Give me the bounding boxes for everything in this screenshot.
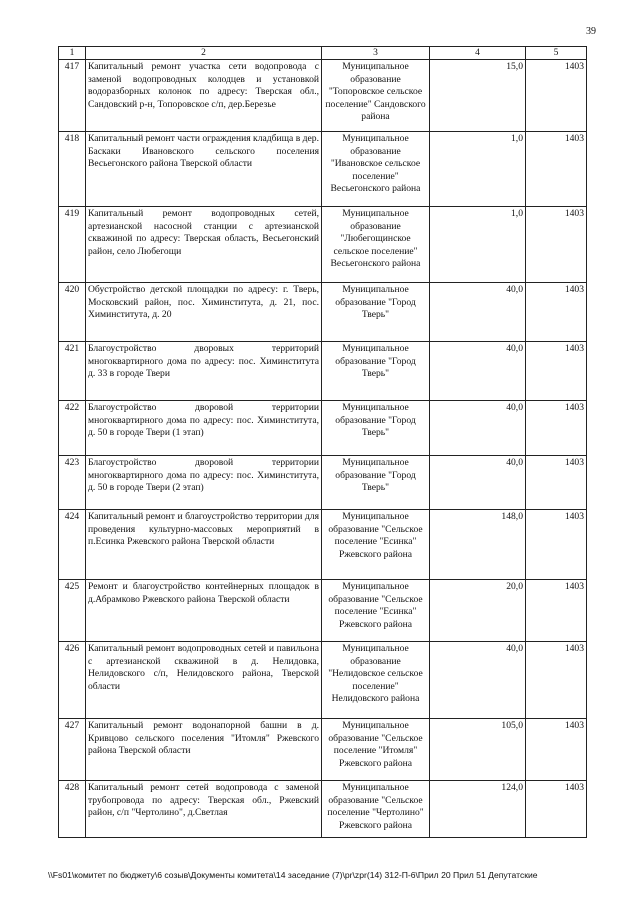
table-row xyxy=(59,207,587,283)
column-header: 3 xyxy=(322,47,430,60)
budget-code: 1403 xyxy=(526,207,587,283)
budget-code: 1403 xyxy=(526,781,587,838)
amount: 40,0 xyxy=(430,642,526,719)
budget-code: 1403 xyxy=(526,456,587,510)
work-description: Обустройство детской площадки по адресу: г. Тверь, Московский район, пос. Химинститута, д. 21, пос. Химинститута, д. 20 xyxy=(86,283,322,342)
amount: 1,0 xyxy=(430,132,526,207)
work-description: Благоустройство дворовых территорий многоквартирного дома по адресу: пос. Химинститута д. 33 в городе Твери xyxy=(86,342,322,401)
row-number: 425 xyxy=(59,580,86,642)
municipality: Муниципальное образование "Город Тверь" xyxy=(322,456,430,510)
budget-code: 1403 xyxy=(526,401,587,456)
appropriations-table xyxy=(58,46,587,838)
budget-code: 1403 xyxy=(526,132,587,207)
amount: 15,0 xyxy=(430,60,526,132)
column-header: 2 xyxy=(86,47,322,60)
work-description: Капитальный ремонт водонапорной башни в д. Кривцово сельского поселения "Итомля" Ржевского района Тверской области xyxy=(86,719,322,781)
table-row xyxy=(59,642,587,719)
table-row xyxy=(59,132,587,207)
budget-code: 1403 xyxy=(526,719,587,781)
column-header: 5 xyxy=(526,47,587,60)
row-number: 418 xyxy=(59,132,86,207)
table-row xyxy=(59,456,587,510)
amount: 40,0 xyxy=(430,456,526,510)
work-description: Капитальный ремонт части ограждения кладбища в дер. Баскаки Ивановского сельского поселения Весьегонского района Тверской области xyxy=(86,132,322,207)
amount: 40,0 xyxy=(430,283,526,342)
budget-code: 1403 xyxy=(526,510,587,580)
budget-code: 1403 xyxy=(526,642,587,719)
municipality: Муниципальное образование "Город Тверь" xyxy=(322,401,430,456)
budget-code: 1403 xyxy=(526,283,587,342)
page-number: 39 xyxy=(586,26,596,37)
table-row xyxy=(59,580,587,642)
budget-code: 1403 xyxy=(526,60,587,132)
table-row xyxy=(59,342,587,401)
row-number: 420 xyxy=(59,283,86,342)
municipality: Муниципальное образование "Сельское поселение "Итомля" Ржевского района xyxy=(322,719,430,781)
amount: 148,0 xyxy=(430,510,526,580)
municipality: Муниципальное образование "Сельское поселение "Чертолино" Ржевского района xyxy=(322,781,430,838)
table-row xyxy=(59,401,587,456)
municipality: Муниципальное образование "Любегощинское сельское поселение" Весьегонского района xyxy=(322,207,430,283)
row-number: 417 xyxy=(59,60,86,132)
row-number: 423 xyxy=(59,456,86,510)
municipality: Муниципальное образование "Нелидовское сельское поселение" Нелидовского района xyxy=(322,642,430,719)
work-description: Капитальный ремонт и благоустройство территории для проведения культурно-массовых мероприятий в п.Есинка Ржевского района Тверской области xyxy=(86,510,322,580)
file-path-footer: \\Fs01\комитет по бюджету\6 созыв\Документы комитета\14 заседание (7)\pr\zpr(14) 312-П-6\Прил 20 Прил 51 Депутатские xyxy=(48,870,538,880)
work-description: Капитальный ремонт водопроводных сетей и павильона с артезианской скважиной в д. Нелидовка, Нелидовского с/п, Нелидовского района, Тверской области xyxy=(86,642,322,719)
work-description: Благоустройство дворовой территории многоквартирного дома по адресу: пос. Химинститута, д. 50 в городе Твери (2 этап) xyxy=(86,456,322,510)
amount: 20,0 xyxy=(430,580,526,642)
row-number: 427 xyxy=(59,719,86,781)
amount: 40,0 xyxy=(430,401,526,456)
table-row xyxy=(59,510,587,580)
table-row xyxy=(59,283,587,342)
row-number: 424 xyxy=(59,510,86,580)
municipality: Муниципальное образование "Ивановское сельское поселение" Весьегонского района xyxy=(322,132,430,207)
municipality: Муниципальное образование "Сельское поселение "Есинка" Ржевского района xyxy=(322,510,430,580)
amount: 40,0 xyxy=(430,342,526,401)
row-number: 421 xyxy=(59,342,86,401)
work-description: Благоустройство дворовой территории многоквартирного дома по адресу: пос. Химинститута, д. 50 в городе Твери (1 этап) xyxy=(86,401,322,456)
table-row xyxy=(59,60,587,132)
table-row xyxy=(59,781,587,838)
row-number: 419 xyxy=(59,207,86,283)
amount: 124,0 xyxy=(430,781,526,838)
municipality: Муниципальное образование "Сельское поселение "Есинка" Ржевского района xyxy=(322,580,430,642)
work-description: Капитальный ремонт участка сети водопровода с заменой водопроводных колодцев и установкой водоразборных колонок по адресу: Тверская обл., Сандовский р-н, Топоровское с/п, дер.Березье xyxy=(86,60,322,132)
work-description: Капитальный ремонт сетей водопровода с заменой трубопровода по адресу: Тверская обл., Ржевский район, с/п "Чертолино", д.Светлая xyxy=(86,781,322,838)
column-header: 1 xyxy=(59,47,86,60)
amount: 105,0 xyxy=(430,719,526,781)
municipality: Муниципальное образование "Город Тверь" xyxy=(322,283,430,342)
municipality: Муниципальное образование "Топоровское сельское поселение" Сандовского района xyxy=(322,60,430,132)
amount: 1,0 xyxy=(430,207,526,283)
work-description: Ремонт и благоустройство контейнерных площадок в д.Абрамково Ржевского района Тверской области xyxy=(86,580,322,642)
municipality: Муниципальное образование "Город Тверь" xyxy=(322,342,430,401)
row-number: 426 xyxy=(59,642,86,719)
budget-code: 1403 xyxy=(526,580,587,642)
header-row xyxy=(59,47,587,60)
work-description: Капитальный ремонт водопроводных сетей, артезианской насосной станции с артезианской скважиной по адресу: Тверская область, Весьегонский район, село Любегощи xyxy=(86,207,322,283)
budget-code: 1403 xyxy=(526,342,587,401)
row-number: 428 xyxy=(59,781,86,838)
column-header: 4 xyxy=(430,47,526,60)
row-number: 422 xyxy=(59,401,86,456)
table-row xyxy=(59,719,587,781)
